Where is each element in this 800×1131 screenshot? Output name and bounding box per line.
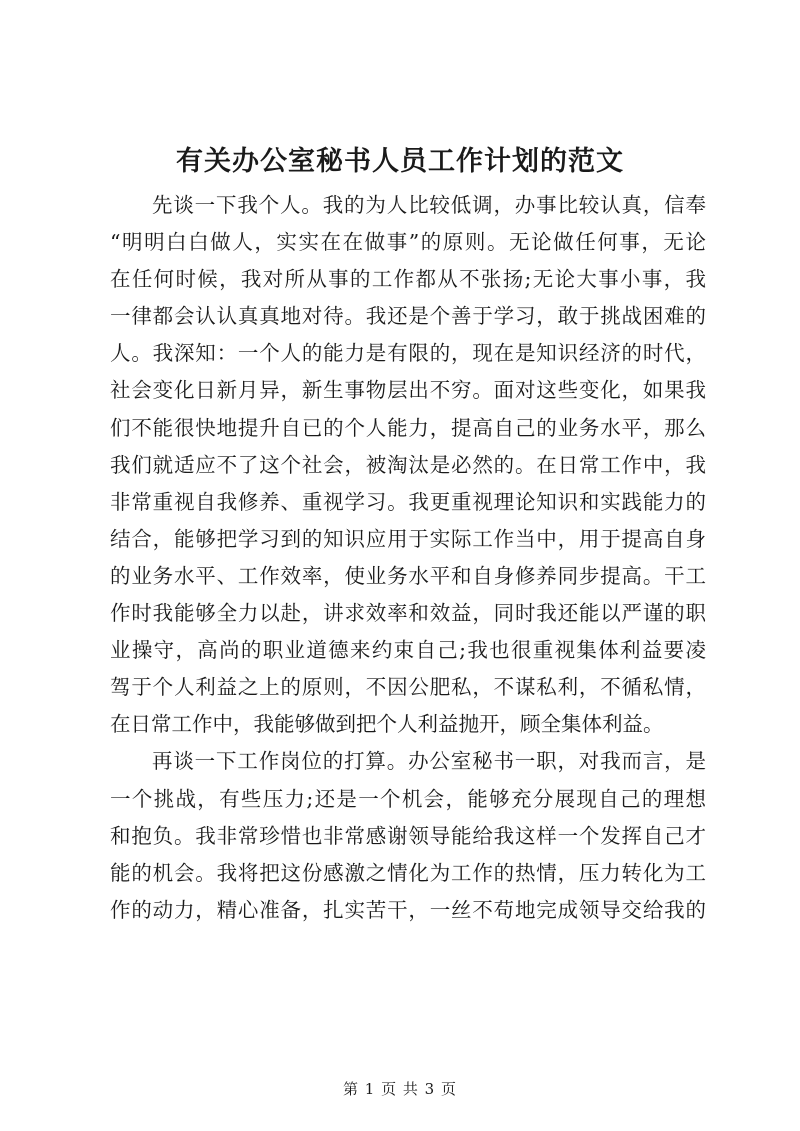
paragraph-line: 一律都会认认真真地对待。我还是个善于学习，敢于挑战困难的 [110, 304, 706, 329]
paragraph-line: 再谈一下工作岗位的打算。办公室秘书一职，对我而言，是 [152, 749, 706, 774]
paragraph-line: “明明白白做人，实实在在做事”的原则。无论做任何事，无论 [110, 230, 706, 255]
document-title: 有关办公室秘书人员工作计划的范文 [176, 146, 624, 177]
paragraph-line: 们不能很快地提升自已的个人能力，提高自己的业务水平，那么 [110, 415, 706, 440]
paragraph-line: 在日常工作中，我能够做到把个人利益抛开，顾全集体利益。 [110, 712, 664, 737]
paragraph-line: 在任何时候，我对所从事的工作都从不张扬;无论大事小事，我 [110, 267, 706, 292]
paragraph-line: 作时我能够全力以赴，讲求效率和效益，同时我还能以严谨的职 [110, 601, 706, 626]
paragraph-line: 的业务水平、工作效率，使业务水平和自身修养同步提高。干工 [110, 563, 706, 588]
paragraph-line: 业操守，高尚的职业道德来约束自己;我也很重视集体利益要凌 [110, 638, 706, 663]
paragraph-1 [110, 187, 706, 743]
paragraph-line: 结合，能够把学习到的知识应用于实际工作当中，用于提高自身 [110, 526, 706, 551]
paragraph-line: 社会变化日新月异，新生事物层出不穷。面对这些变化，如果我 [110, 378, 706, 403]
paragraph-line: 能的机会。我将把这份感激之情化为工作的热情，压力转化为工 [110, 860, 706, 885]
paragraph-line: 作的动力，精心准备，扎实苦干，一丝不苟地完成领导交给我的 [110, 897, 706, 922]
paragraph-line: 我们就适应不了这个社会，被淘汰是必然的。在日常工作中，我 [110, 452, 706, 477]
paragraph-line: 一个挑战，有些压力;还是一个机会，能够充分展现自己的理想 [110, 786, 706, 811]
paragraph-line: 非常重视自我修养、重视学习。我更重视理论知识和实践能力的 [110, 489, 706, 514]
paragraph-line: 和抱负。我非常珍惜也非常感谢领导能给我这样一个发挥自己才 [110, 823, 706, 848]
paragraph-line: 人。我深知：一个人的能力是有限的，现在是知识经济的时代， [110, 341, 706, 366]
page-number-footer: 第 1 页 共 3 页 [343, 1080, 457, 1098]
paragraph-line: 驾于个人利益之上的原则，不因公肥私，不谋私利，不循私情， [110, 675, 706, 700]
document-body [110, 187, 706, 929]
paragraph-2 [110, 743, 706, 928]
paragraph-line: 先谈一下我个人。我的为人比较低调，办事比较认真，信奉 [152, 193, 706, 217]
